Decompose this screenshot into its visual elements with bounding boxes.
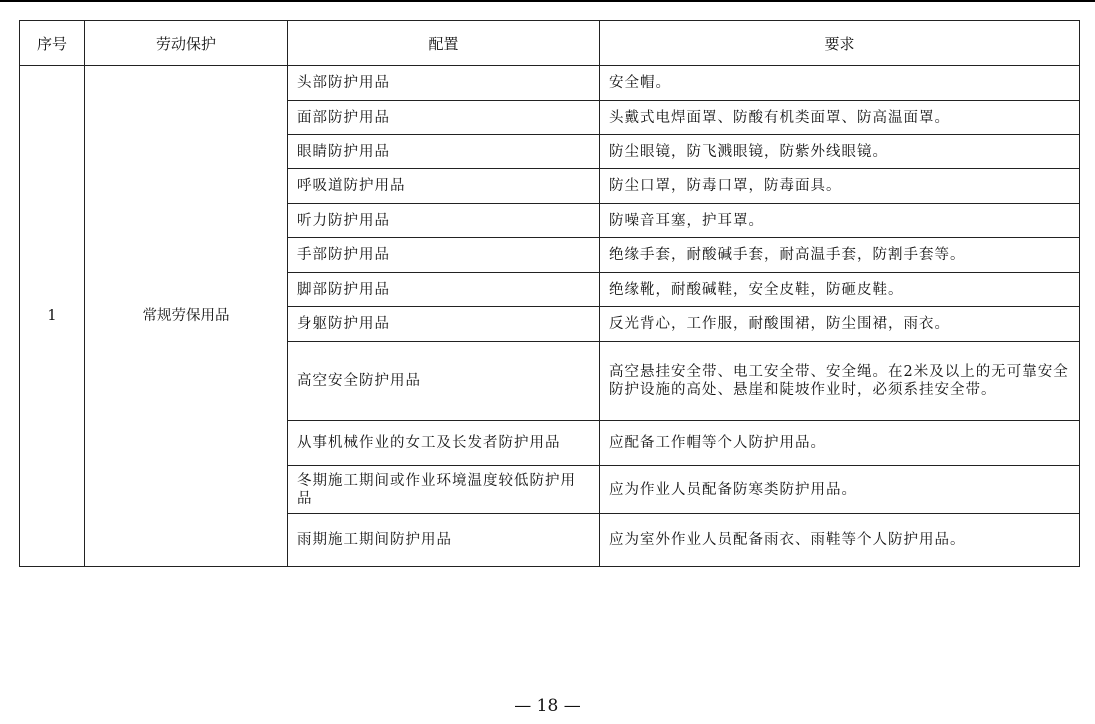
header-requirement: 要求 (600, 21, 1080, 66)
requirement-cell: 应为室外作业人员配备雨衣、雨鞋等个人防护用品。 (600, 514, 1080, 567)
table-header-row (20, 21, 1080, 66)
requirement-cell: 安全帽。 (600, 66, 1080, 101)
top-border-line (0, 0, 1095, 2)
header-configuration: 配置 (288, 21, 600, 66)
item-cell: 听力防护用品 (288, 204, 600, 238)
group-category: 常规劳保用品 (85, 66, 288, 567)
item-cell: 眼睛防护用品 (288, 135, 600, 169)
group-number: 1 (20, 66, 85, 567)
requirement-cell: 防尘眼镜，防飞溅眼镜，防紫外线眼镜。 (600, 135, 1080, 169)
requirement-cell: 应配备工作帽等个人防护用品。 (600, 421, 1080, 466)
item-cell: 面部防护用品 (288, 101, 600, 135)
item-cell: 呼吸道防护用品 (288, 169, 600, 204)
item-cell: 脚部防护用品 (288, 273, 600, 307)
item-cell: 头部防护用品 (288, 66, 600, 101)
header-number: 序号 (20, 21, 85, 66)
requirement-cell: 反光背心，工作服，耐酸围裙，防尘围裙，雨衣。 (600, 307, 1080, 342)
ppe-table (19, 20, 1080, 567)
item-cell: 高空安全防护用品 (288, 342, 600, 421)
item-cell: 手部防护用品 (288, 238, 600, 273)
requirement-cell: 应为作业人员配备防寒类防护用品。 (600, 466, 1080, 514)
requirement-cell: 头戴式电焊面罩、防酸有机类面罩、防高温面罩。 (600, 101, 1080, 135)
item-cell: 冬期施工期间或作业环境温度较低防护用品 (288, 466, 600, 514)
item-cell: 身躯防护用品 (288, 307, 600, 342)
table-row (20, 66, 1080, 101)
requirement-cell: 绝缘手套，耐酸碱手套，耐高温手套，防割手套等。 (600, 238, 1080, 273)
requirement-cell: 防噪音耳塞，护耳罩。 (600, 204, 1080, 238)
requirement-cell: 绝缘靴，耐酸碱鞋，安全皮鞋，防砸皮鞋。 (600, 273, 1080, 307)
requirement-cell: 防尘口罩，防毒口罩，防毒面具。 (600, 169, 1080, 204)
requirement-cell: 高空悬挂安全带、电工安全带、安全绳。在2米及以上的无可靠安全防护设施的高处、悬崖和陡坡作业时，必须系挂安全带。 (600, 342, 1080, 421)
item-cell: 从事机械作业的女工及长发者防护用品 (288, 421, 600, 466)
page-number: — 18 — (514, 696, 581, 716)
item-cell: 雨期施工期间防护用品 (288, 514, 600, 567)
header-protection: 劳动保护 (85, 21, 288, 66)
